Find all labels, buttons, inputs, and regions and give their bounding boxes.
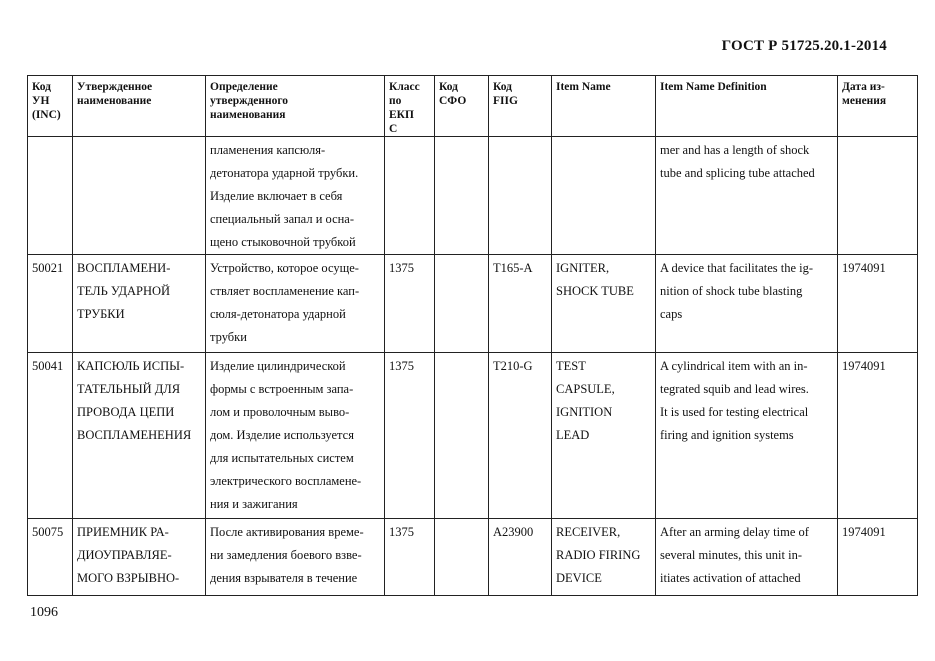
- cell-line: Класс: [389, 81, 420, 93]
- cell-line: УН: [32, 95, 50, 107]
- cell-item-name: [552, 353, 656, 519]
- cell-line: Изделие цилиндрической: [210, 359, 346, 373]
- cell-name: [73, 353, 206, 519]
- cell-class: 1375: [385, 255, 435, 353]
- cell-line: LEAD: [556, 428, 590, 442]
- cell-line: ДИОУПРАВЛЯЕ-: [77, 548, 172, 562]
- cell-line: дом. Изделие используется: [210, 428, 354, 442]
- cell-line: (INC): [32, 109, 61, 121]
- cell-class: 1375: [385, 353, 435, 519]
- cell-name: [73, 255, 206, 353]
- cell-sfo: [435, 519, 489, 596]
- cell-line: Item Name: [556, 81, 611, 93]
- cell-line: ВОСПЛАМЕНИ-: [77, 261, 171, 275]
- cell-line: FIIG: [493, 95, 518, 107]
- cell-fiig: T210-G: [489, 353, 552, 519]
- cell-line: Item Name Definition: [660, 81, 767, 93]
- col-header-class: [385, 76, 435, 137]
- col-header-name: [73, 76, 206, 137]
- cell-line: tegrated squib and lead wires.: [660, 382, 809, 396]
- cell-line: ЕКП: [389, 109, 414, 121]
- cell-fiig: T165-A: [489, 255, 552, 353]
- cell-date: 1974091: [838, 255, 918, 353]
- cell-line: After an arming delay time of: [660, 525, 809, 539]
- cell-line: щено стыковочной трубкой: [210, 235, 356, 249]
- cell-line: Устройство, которое осуще-: [210, 261, 359, 275]
- cell-line: ни замедления боевого взве-: [210, 548, 362, 562]
- cell-class: 1375: [385, 519, 435, 596]
- document-code: ГОСТ Р 51725.20.1-2014: [721, 38, 887, 54]
- cell-line: ПРОВОДА ЦЕПИ: [77, 405, 175, 419]
- cell-line: ТРУБКИ: [77, 307, 125, 321]
- col-header-item-def: [656, 76, 838, 137]
- cell-item-name: [552, 519, 656, 596]
- cell-line: менения: [842, 95, 887, 107]
- cell-line: КАПСЮЛЬ ИСПЫ-: [77, 359, 185, 373]
- cell-definition: [206, 137, 385, 255]
- cell-fiig: A23900: [489, 519, 552, 596]
- cell-line: A cylindrical item with an in-: [660, 359, 808, 373]
- table-header-row: [28, 76, 918, 137]
- cell-line: several minutes, this unit in-: [660, 548, 802, 562]
- cell-item-name: [552, 255, 656, 353]
- cell-line: CAPSULE,: [556, 382, 615, 396]
- cell-line: mer and has a length of shock: [660, 143, 810, 157]
- table-row: [28, 519, 918, 596]
- cell-line: специальный запал и осна-: [210, 212, 355, 226]
- cell-sfo: [435, 353, 489, 519]
- cell-definition: [206, 353, 385, 519]
- cell-line: nition of shock tube blasting: [660, 284, 803, 298]
- cell-line: детонатора ударной трубки.: [210, 166, 359, 180]
- cell-line: После активирования време-: [210, 525, 364, 539]
- cell-definition: [206, 255, 385, 353]
- cell-line: по: [389, 95, 402, 107]
- cell-line: Утвержденное: [77, 81, 153, 93]
- cell-date: 1974091: [838, 353, 918, 519]
- cell-inc: 50021: [28, 255, 73, 353]
- cell-definition: [206, 519, 385, 596]
- cell-line: трубки: [210, 330, 247, 344]
- cell-inc: 50041: [28, 353, 73, 519]
- cell-line: SHOCK TUBE: [556, 284, 634, 298]
- cell-line: лом и проволочным выво-: [210, 405, 350, 419]
- cell-line: IGNITER,: [556, 261, 610, 275]
- table-row: [28, 255, 918, 353]
- cell-name: [73, 137, 206, 255]
- cell-sfo: [435, 137, 489, 255]
- cell-fiig: [489, 137, 552, 255]
- cell-line: МОГО ВЗРЫВНО-: [77, 571, 180, 585]
- cell-line: IGNITION: [556, 405, 613, 419]
- cell-line: СФО: [439, 95, 467, 107]
- cell-line: наименования: [210, 109, 286, 121]
- cell-line: RECEIVER,: [556, 525, 621, 539]
- cell-line: Определение: [210, 81, 278, 93]
- catalog-table: [27, 75, 918, 596]
- col-header-date: [838, 76, 918, 137]
- cell-sfo: [435, 255, 489, 353]
- cell-line: itiates activation of attached: [660, 571, 801, 585]
- cell-line: ТАТЕЛЬНЫЙ ДЛЯ: [77, 382, 181, 396]
- cell-line: TEST: [556, 359, 586, 373]
- cell-line: Дата из-: [842, 81, 885, 93]
- cell-item-def: [656, 519, 838, 596]
- cell-line: формы с встроенным запа-: [210, 382, 354, 396]
- col-header-definition: [206, 76, 385, 137]
- cell-name: [73, 519, 206, 596]
- col-header-fiig: [489, 76, 552, 137]
- cell-date: [838, 137, 918, 255]
- cell-line: С: [389, 123, 398, 135]
- cell-class: [385, 137, 435, 255]
- cell-line: tube and splicing tube attached: [660, 166, 815, 180]
- cell-line: Код: [493, 81, 513, 93]
- cell-date: 1974091: [838, 519, 918, 596]
- table-row: [28, 353, 918, 519]
- table-row: [28, 137, 918, 255]
- cell-item-def: [656, 137, 838, 255]
- cell-line: ния и зажигания: [210, 497, 298, 511]
- cell-line: ВОСПЛАМЕНЕНИЯ: [77, 428, 192, 442]
- cell-line: наименование: [77, 95, 152, 107]
- col-header-item-name: [552, 76, 656, 137]
- cell-line: It is used for testing electrical: [660, 405, 809, 419]
- cell-line: ПРИЕМНИК РА-: [77, 525, 169, 539]
- cell-line: ТЕЛЬ УДАРНОЙ: [77, 284, 171, 298]
- cell-line: дения взрывателя в течение: [210, 571, 358, 585]
- cell-line: caps: [660, 307, 683, 321]
- cell-line: пламенения капсюля-: [210, 143, 326, 157]
- cell-line: firing and ignition systems: [660, 428, 794, 442]
- col-header-sfo: [435, 76, 489, 137]
- cell-line: Изделие включает в себя: [210, 189, 343, 203]
- cell-item-name: [552, 137, 656, 255]
- cell-line: DEVICE: [556, 571, 602, 585]
- cell-line: Код: [439, 81, 459, 93]
- cell-line: электрического воспламене-: [210, 474, 362, 488]
- cell-inc: [28, 137, 73, 255]
- page-number: 1096: [30, 605, 58, 620]
- cell-inc: 50075: [28, 519, 73, 596]
- cell-item-def: [656, 353, 838, 519]
- cell-line: RADIO FIRING: [556, 548, 641, 562]
- cell-line: утвержденного: [210, 95, 289, 107]
- cell-line: Код: [32, 81, 52, 93]
- cell-line: для испытательных систем: [210, 451, 354, 465]
- cell-line: сюля-детонатора ударной: [210, 307, 346, 321]
- cell-item-def: [656, 255, 838, 353]
- cell-line: ствляет воспламенение кап-: [210, 284, 360, 298]
- cell-line: A device that facilitates the ig-: [660, 261, 814, 275]
- col-header-inc: [28, 76, 73, 137]
